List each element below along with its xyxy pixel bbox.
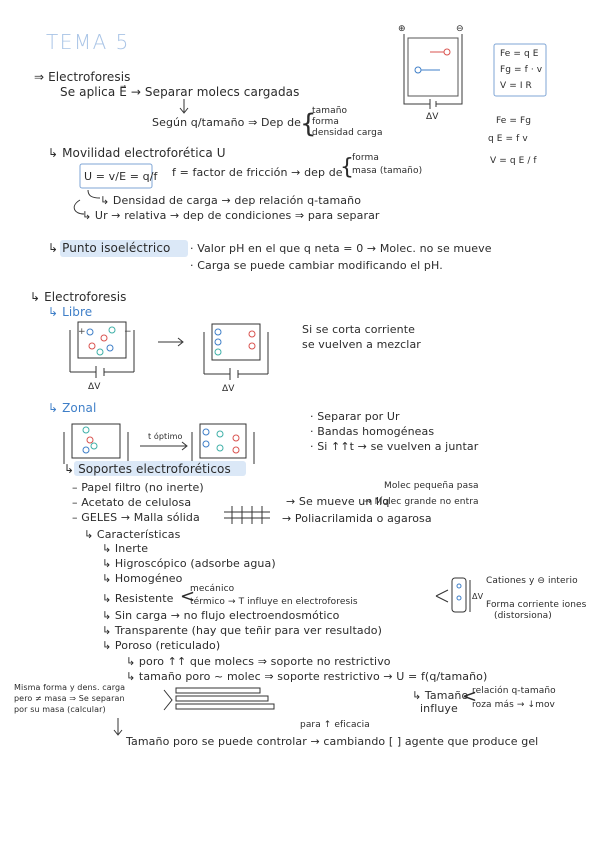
friction-text: f = factor de fricción → dep de	[172, 166, 343, 179]
libre-dv-2: ΔV	[222, 384, 235, 394]
gel-bands	[164, 688, 274, 710]
zonal-diagram-1	[64, 424, 128, 464]
poli-text: → Poliacrilamida o agarosa	[282, 512, 432, 525]
soportes-heading: ↳ Soportes electroforéticos	[64, 462, 231, 476]
caracteristicas-heading: ↳ Características	[84, 528, 181, 541]
movilidad-formula: U = v/E = q/f	[84, 170, 158, 183]
circuit-diagram-top	[404, 34, 462, 109]
isoelectrico-label: ↳ Punto isoeléctrico	[48, 241, 171, 255]
brace-tamano: <	[462, 686, 478, 707]
zonal-note: · Si ↑↑t → se vuelven a juntar	[310, 440, 479, 453]
relacion-text: relación q-tamaño	[472, 686, 556, 696]
caracteristica-item: ↳ Inerte	[102, 542, 149, 555]
poro-eq-text: ↳ tamaño poro ~ molec ⇒ soporte restrictivo → U = f(q/tamaño)	[126, 670, 488, 683]
caracteristica-item: ↳ Homogéneo	[102, 572, 183, 585]
misma-line-1: Misma forma y dens. carga	[14, 683, 126, 692]
brace-resistente: <	[180, 586, 196, 607]
mecanico-text: mecánico	[190, 584, 235, 594]
zonal-diagram-2	[192, 424, 254, 464]
brace-intro-item: densidad carga	[312, 128, 383, 138]
libre-diagram-2	[204, 324, 268, 380]
brace-intro: {	[300, 109, 317, 139]
brace-intro-item: tamaño	[312, 106, 348, 116]
libre-plus: +	[78, 327, 86, 337]
delta-v-top: ΔV	[426, 112, 439, 122]
gel-mesh-drawing	[224, 506, 270, 524]
libre-note-2: se vuelven a mezclar	[302, 338, 421, 351]
roza-text: roza más → ↓mov	[472, 700, 555, 710]
misma-line-2: pero ≠ masa ⇒ Se separan	[14, 694, 125, 703]
molec-pq-text: Molec pequeña pasa	[384, 481, 479, 491]
tube-diagram	[436, 578, 470, 612]
formula-fg: Fg = f · v	[500, 65, 543, 75]
brace-friction: {	[340, 155, 355, 180]
isoelectrico-line-2: · Carga se puede cambiar modificando el pH.	[190, 259, 443, 272]
intro-line-2: Se aplica E⃗ → Separar molecs cargadas	[60, 85, 300, 99]
soporte-item: – Papel filtro (no inerte)	[72, 481, 204, 494]
intro-line-1: ⇒ Electroforesis	[34, 70, 131, 84]
ur-line: ↳ Ur → relativa → dep de condiciones ⇒ para separar	[82, 209, 380, 222]
brace-intro-item: forma	[312, 117, 339, 127]
formula-fe-fg: Fe = Fg	[496, 116, 532, 126]
zonal-note: · Bandas homogéneas	[310, 425, 435, 438]
formula-fe: Fe = q E	[500, 49, 539, 59]
formula-qe: q E = f v	[488, 134, 528, 144]
distorsion-text: (distorsiona)	[494, 611, 552, 621]
plus-electrode: ⊕	[398, 24, 406, 34]
libre-minus: −	[124, 327, 132, 337]
tamano-label: ↳ Tamaño	[412, 689, 469, 702]
caracteristica-item: ↳ Sin carga → no flujo electroendosmótico	[102, 609, 340, 622]
molec-gr-text: → Molec grande no entra	[364, 497, 479, 507]
final-line: Tamaño poro se puede controlar → cambiando [ ] agente que produce gel	[126, 735, 539, 748]
page-title: TEMA 5	[46, 30, 130, 54]
zonal-note: · Separar por Ur	[310, 410, 400, 423]
isoelectrico-line-1: · Valor pH en el que q neta = 0 → Molec. no se mueve	[190, 242, 492, 255]
libre-label: ↳ Libre	[48, 305, 93, 319]
caracteristica-item: ↳ Higroscópico (adsorbe agua)	[102, 557, 276, 570]
influye-label: influye	[420, 702, 458, 715]
zonal-label: ↳ Zonal	[48, 401, 97, 415]
cationes-text: Cationes y ⊖ interio	[486, 576, 578, 586]
movilidad-heading: ↳ Movilidad electroforética U	[48, 146, 226, 160]
minus-electrode: ⊖	[456, 24, 464, 34]
caracteristica-item: ↳ Transparente (hay que teñir para ver resultado)	[102, 624, 383, 637]
t-optimo-label: t óptimo	[148, 432, 183, 441]
caracteristica-item: ↳ Poroso (reticulado)	[102, 639, 221, 652]
libre-note-1: Si se corta corriente	[302, 323, 415, 336]
poro-big-text: ↳ poro ↑↑ que molecs ⇒ soporte no restrictivo	[126, 655, 391, 668]
mueve-text: → Se mueve un líq	[286, 495, 390, 508]
soporte-item: – Acetato de celulosa	[72, 496, 192, 509]
libre-dv-1: ΔV	[88, 382, 101, 392]
intro-line-3: Según q/tamaño ⇒ Dep de	[152, 116, 302, 129]
densidad-line: ↳ Densidad de carga → dep relación q-tamaño	[100, 194, 362, 207]
eficacia-text: para ↑ eficacia	[300, 720, 370, 730]
brace-friction-item: forma	[352, 153, 379, 163]
formula-velocity: V = q E / f	[490, 156, 537, 166]
soporte-item: – GELES → Malla sólida	[72, 511, 200, 524]
forma-corriente-text: Forma corriente iones	[486, 600, 587, 610]
caracteristica-item: ↳ Resistente	[102, 592, 174, 605]
misma-line-3: por su masa (calcular)	[14, 705, 106, 714]
termico-text: térmico → T influye en electroforesis	[190, 597, 358, 607]
electroforesis-heading: ↳ Electroforesis	[30, 290, 127, 304]
tube-dv: ΔV	[472, 592, 484, 601]
brace-friction-item: masa (tamaño)	[352, 166, 423, 176]
formula-v: V = I R	[500, 81, 532, 91]
